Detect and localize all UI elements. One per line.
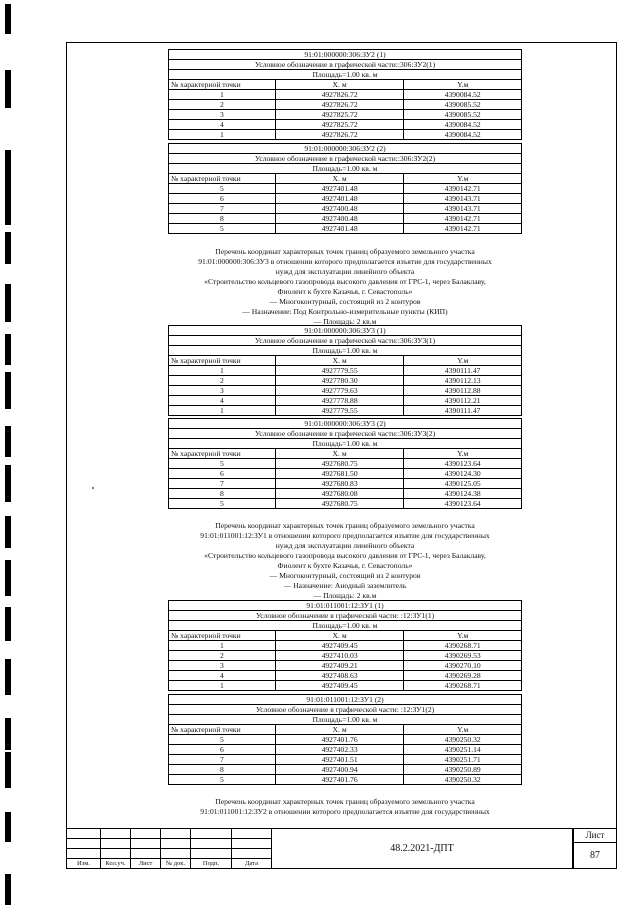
table-row [169, 130, 522, 140]
graphic-designation: Условное обозначение в графической части::306:ЗУ3(2) [169, 429, 522, 439]
x-coordinate: 4927401.76 [275, 775, 404, 785]
x-coordinate: 4927409.45 [275, 641, 404, 651]
column-header: № характерной точки [169, 356, 276, 366]
column-header: № характерной точки [169, 80, 276, 90]
y-coordinate: 4390250.32 [404, 735, 522, 745]
coordinate-table-zu2-1 [168, 49, 522, 140]
y-coordinate: 4390123.64 [404, 499, 522, 509]
x-coordinate: 4927779.55 [275, 406, 404, 416]
point-number: 4 [169, 396, 276, 406]
binder-mark [5, 232, 11, 264]
y-coordinate: 4390124.38 [404, 489, 522, 499]
table-row [169, 479, 522, 489]
x-coordinate: 4927680.08 [275, 489, 404, 499]
sheet-number: 87 [590, 850, 600, 861]
binder-mark [5, 516, 11, 548]
column-header: № характерной точки [169, 449, 276, 459]
y-coordinate: 4390142.71 [404, 184, 522, 194]
column-header: № характерной точки [169, 174, 276, 184]
table-row [169, 735, 522, 745]
table-row [169, 376, 522, 386]
point-number: 7 [169, 204, 276, 214]
binder-mark [5, 874, 11, 905]
y-coordinate: 4390084.52 [404, 90, 522, 100]
x-coordinate: 4927680.75 [275, 499, 404, 509]
binder-mark [5, 70, 11, 108]
point-number: 5 [169, 459, 276, 469]
y-coordinate: 4390143.71 [404, 194, 522, 204]
area-label: Площадь=1.00 кв. м [169, 439, 522, 449]
title-block-column-label: Кол.уч. [101, 859, 131, 869]
x-coordinate: 4927779.55 [275, 366, 404, 376]
binder-mark [5, 465, 11, 502]
point-number: 1 [169, 406, 276, 416]
y-coordinate: 4390142.71 [404, 214, 522, 224]
contour-id: 91:01:011001:12:ЗУ1 (1) [169, 601, 522, 611]
y-coordinate: 4390250.89 [404, 765, 522, 775]
binder-mark [5, 659, 11, 695]
paragraph-zu3-description [150, 247, 540, 327]
graphic-designation: Условное обозначение в графической части::306:ЗУ3(1) [169, 336, 522, 346]
column-header: Y.м [404, 725, 522, 735]
table-row [169, 110, 522, 120]
table-row [169, 184, 522, 194]
area-label: Площадь=1.00 кв. м [169, 346, 522, 356]
area-label: Площадь=1.00 кв. м [169, 621, 522, 631]
table-row [169, 765, 522, 775]
point-number: 3 [169, 661, 276, 671]
x-coordinate: 4927401.76 [275, 735, 404, 745]
point-number: 8 [169, 489, 276, 499]
coordinate-table-zu3-2 [168, 418, 522, 509]
y-coordinate: 4390111.47 [404, 406, 522, 416]
point-number: 2 [169, 100, 276, 110]
table-row [169, 489, 522, 499]
table-row [169, 641, 522, 651]
table-row [169, 194, 522, 204]
area-label: Площадь=1.00 кв. м [169, 715, 522, 725]
binder-mark [5, 372, 11, 409]
table-row [169, 775, 522, 785]
column-header: Y.м [404, 356, 522, 366]
title-block-column-label: № док. [161, 859, 191, 869]
table-row [169, 681, 522, 691]
binder-mark [5, 195, 11, 225]
title-block-column-label: Изм. [67, 859, 101, 869]
y-coordinate: 4390112.21 [404, 396, 522, 406]
x-coordinate: 4927410.03 [275, 651, 404, 661]
x-coordinate: 4927825.72 [275, 120, 404, 130]
paragraph-12-zu2-description [150, 797, 540, 817]
table-row [169, 406, 522, 416]
y-coordinate: 4390085.52 [404, 110, 522, 120]
y-coordinate: 4390269.28 [404, 671, 522, 681]
table-row [169, 396, 522, 406]
y-coordinate: 4390125.05 [404, 479, 522, 489]
point-number: 5 [169, 775, 276, 785]
x-coordinate: 4927826.72 [275, 100, 404, 110]
x-coordinate: 4927409.21 [275, 661, 404, 671]
area-label: Площадь=1.00 кв. м [169, 164, 522, 174]
point-number: 1 [169, 681, 276, 691]
point-number: 8 [169, 765, 276, 775]
x-coordinate: 4927680.83 [275, 479, 404, 489]
paragraph-line: Перечень координат характерных точек границ образуемого земельного участка [215, 797, 475, 806]
x-coordinate: 4927400.48 [275, 204, 404, 214]
paragraph-line: Фиолент к бухте Казачья, г. Севастополь» [277, 287, 413, 296]
paragraph-line: — Площадь: 2 кв.м [313, 591, 377, 600]
y-coordinate: 4390085.52 [404, 100, 522, 110]
x-coordinate: 4927826.72 [275, 130, 404, 140]
paragraph-line: 91:01:011001:12:ЗУ1 в отношении которого предполагается изъятие для государственных [200, 531, 490, 540]
y-coordinate: 4390112.13 [404, 376, 522, 386]
sheet-label: Лист [574, 829, 616, 843]
table-row [169, 745, 522, 755]
binder-mark [5, 334, 11, 365]
point-number: 5 [169, 224, 276, 234]
y-coordinate: 4390142.71 [404, 224, 522, 234]
column-header: X. м [275, 449, 404, 459]
y-coordinate: 4390268.71 [404, 681, 522, 691]
paragraph-line: «Строительство кольцевого газопровода высокого давления от ГРС-1, через Балаклаву, [204, 551, 486, 560]
binder-mark [5, 426, 11, 457]
table-row [169, 214, 522, 224]
binder-mark [5, 812, 11, 842]
y-coordinate: 4390111.47 [404, 366, 522, 376]
x-coordinate: 4927409.45 [275, 681, 404, 691]
title-block-column-label: Лист [131, 859, 161, 869]
paragraph-line: — Назначение: Под Контрольно-измерительные пункты (КИП) [242, 307, 448, 316]
binder-mark [5, 150, 11, 195]
x-coordinate: 4927401.48 [275, 224, 404, 234]
binder-mark [5, 718, 11, 750]
column-header: Y.м [404, 174, 522, 184]
table-row [169, 651, 522, 661]
paragraph-line: Перечень координат характерных точек границ образуемого земельного участка [215, 247, 475, 256]
contour-id: 91:01:000000:306:ЗУ3 (1) [169, 326, 522, 336]
point-number: 1 [169, 130, 276, 140]
x-coordinate: 4927826.72 [275, 90, 404, 100]
point-number: 1 [169, 641, 276, 651]
paragraph-line: — Многоконтурный, состоящий из 2 контуров [269, 297, 421, 306]
paragraph-line: — Многоконтурный, состоящий из 2 контуров [269, 571, 421, 580]
y-coordinate: 4390268.71 [404, 641, 522, 651]
point-number: 7 [169, 479, 276, 489]
contour-id: 91:01:000000:306:ЗУ2 (1) [169, 50, 522, 60]
y-coordinate: 4390270.10 [404, 661, 522, 671]
y-coordinate: 4390084.52 [404, 120, 522, 130]
contour-id: 91:01:000000:306:ЗУ3 (2) [169, 419, 522, 429]
point-number: 3 [169, 386, 276, 396]
column-header: № характерной точки [169, 725, 276, 735]
point-number: 4 [169, 671, 276, 681]
table-row [169, 469, 522, 479]
point-number: 8 [169, 214, 276, 224]
coordinate-table-12-zu1-1 [168, 600, 522, 691]
graphic-designation: Условное обозначение в графической части::306:ЗУ2(2) [169, 154, 522, 164]
point-number: 7 [169, 755, 276, 765]
table-row [169, 386, 522, 396]
y-coordinate: 4390123.64 [404, 459, 522, 469]
binder-mark [5, 284, 11, 322]
paragraph-line: 91:01:011001:12:ЗУ2 в отношении которого предполагается изъятие для государственных [200, 807, 490, 816]
point-number: 5 [169, 184, 276, 194]
table-row [169, 755, 522, 765]
x-coordinate: 4927825.72 [275, 110, 404, 120]
graphic-designation: Условное обозначение в графической части::306:ЗУ2(1) [169, 60, 522, 70]
x-coordinate: 4927401.48 [275, 184, 404, 194]
table-row [169, 499, 522, 509]
binder-mark [5, 752, 11, 788]
x-coordinate: 4927400.48 [275, 214, 404, 224]
x-coordinate: 4927779.63 [275, 386, 404, 396]
paragraph-line: Перечень координат характерных точек границ образуемого земельного участка [215, 521, 475, 530]
y-coordinate: 4390251.71 [404, 755, 522, 765]
column-header: X. м [275, 356, 404, 366]
table-row [169, 366, 522, 376]
point-number: 1 [169, 366, 276, 376]
document-code: 48.2.2021-ДПТ [271, 828, 573, 869]
paragraph-line: — Назначение: Анодный заземлитель [283, 581, 407, 590]
x-coordinate: 4927778.88 [275, 396, 404, 406]
x-coordinate: 4927401.51 [275, 755, 404, 765]
table-row [169, 224, 522, 234]
y-coordinate: 4390143.71 [404, 204, 522, 214]
title-block [66, 828, 617, 869]
coordinate-table-zu3-1 [168, 325, 522, 416]
y-coordinate: 4390269.53 [404, 651, 522, 661]
binder-mark [5, 4, 11, 34]
paragraph-line: нужд для эксплуатации линейного объекта [275, 267, 415, 276]
title-block-column-label: Подп. [191, 859, 232, 869]
y-coordinate: 4390084.52 [404, 130, 522, 140]
binder-mark [5, 607, 11, 641]
y-coordinate: 4390251.14 [404, 745, 522, 755]
paragraph-line: — Площадь: 2 кв.м [313, 317, 377, 326]
table-row [169, 459, 522, 469]
table-row [169, 120, 522, 130]
title-block-column-label: Дата [232, 859, 272, 869]
point-number: 1 [169, 90, 276, 100]
point-number: 4 [169, 120, 276, 130]
paragraph-line: 91:01:000000:306:ЗУ3 в отношении которого предполагается изъятие для государственных [198, 257, 492, 266]
x-coordinate: 4927681.50 [275, 469, 404, 479]
point-number: 6 [169, 194, 276, 204]
table-row [169, 671, 522, 681]
coordinate-table-12-zu1-2 [168, 694, 522, 785]
x-coordinate: 4927680.75 [275, 459, 404, 469]
column-header: № характерной точки [169, 631, 276, 641]
paragraph-line: «Строительство кольцевого газопровода высокого давления от ГРС-1, через Балаклаву, [204, 277, 486, 286]
point-number: 6 [169, 745, 276, 755]
point-number: 6 [169, 469, 276, 479]
coordinate-table-zu2-2 [168, 143, 522, 234]
table-row [169, 661, 522, 671]
point-number: 5 [169, 499, 276, 509]
contour-id: 91:01:000000:306:ЗУ2 (2) [169, 144, 522, 154]
x-coordinate: 4927402.33 [275, 745, 404, 755]
contour-id: 91:01:011001:12:ЗУ1 (2) [169, 695, 522, 705]
column-header: Y.м [404, 449, 522, 459]
graphic-designation: Условное обозначение в графической части: :12:ЗУ1(2) [169, 705, 522, 715]
table-row [169, 100, 522, 110]
y-coordinate: 4390250.32 [404, 775, 522, 785]
y-coordinate: 4390112.88 [404, 386, 522, 396]
paragraph-line: нужд для эксплуатации линейного объекта [275, 541, 415, 550]
graphic-designation: Условное обозначение в графической части: :12:ЗУ1(1) [169, 611, 522, 621]
x-coordinate: 4927401.48 [275, 194, 404, 204]
table-row [169, 204, 522, 214]
column-header: X. м [275, 725, 404, 735]
title-block-grid [66, 828, 272, 869]
x-coordinate: 4927408.63 [275, 671, 404, 681]
point-number: 3 [169, 110, 276, 120]
column-header: Y.м [404, 631, 522, 641]
point-number: 5 [169, 735, 276, 745]
column-header: X. м [275, 80, 404, 90]
scan-speck [92, 487, 94, 489]
column-header: Y.м [404, 80, 522, 90]
x-coordinate: 4927400.94 [275, 765, 404, 775]
column-header: X. м [275, 174, 404, 184]
column-header: X. м [275, 631, 404, 641]
x-coordinate: 4927780.30 [275, 376, 404, 386]
point-number: 2 [169, 376, 276, 386]
point-number: 2 [169, 651, 276, 661]
table-row [169, 90, 522, 100]
paragraph-line: Фиолент к бухте Казачья, г. Севастополь» [277, 561, 413, 570]
binder-mark [5, 560, 11, 596]
y-coordinate: 4390124.30 [404, 469, 522, 479]
area-label: Площадь=1.00 кв. м [169, 70, 522, 80]
sheet-box [573, 828, 617, 869]
paragraph-12-zu1-description [150, 521, 540, 601]
